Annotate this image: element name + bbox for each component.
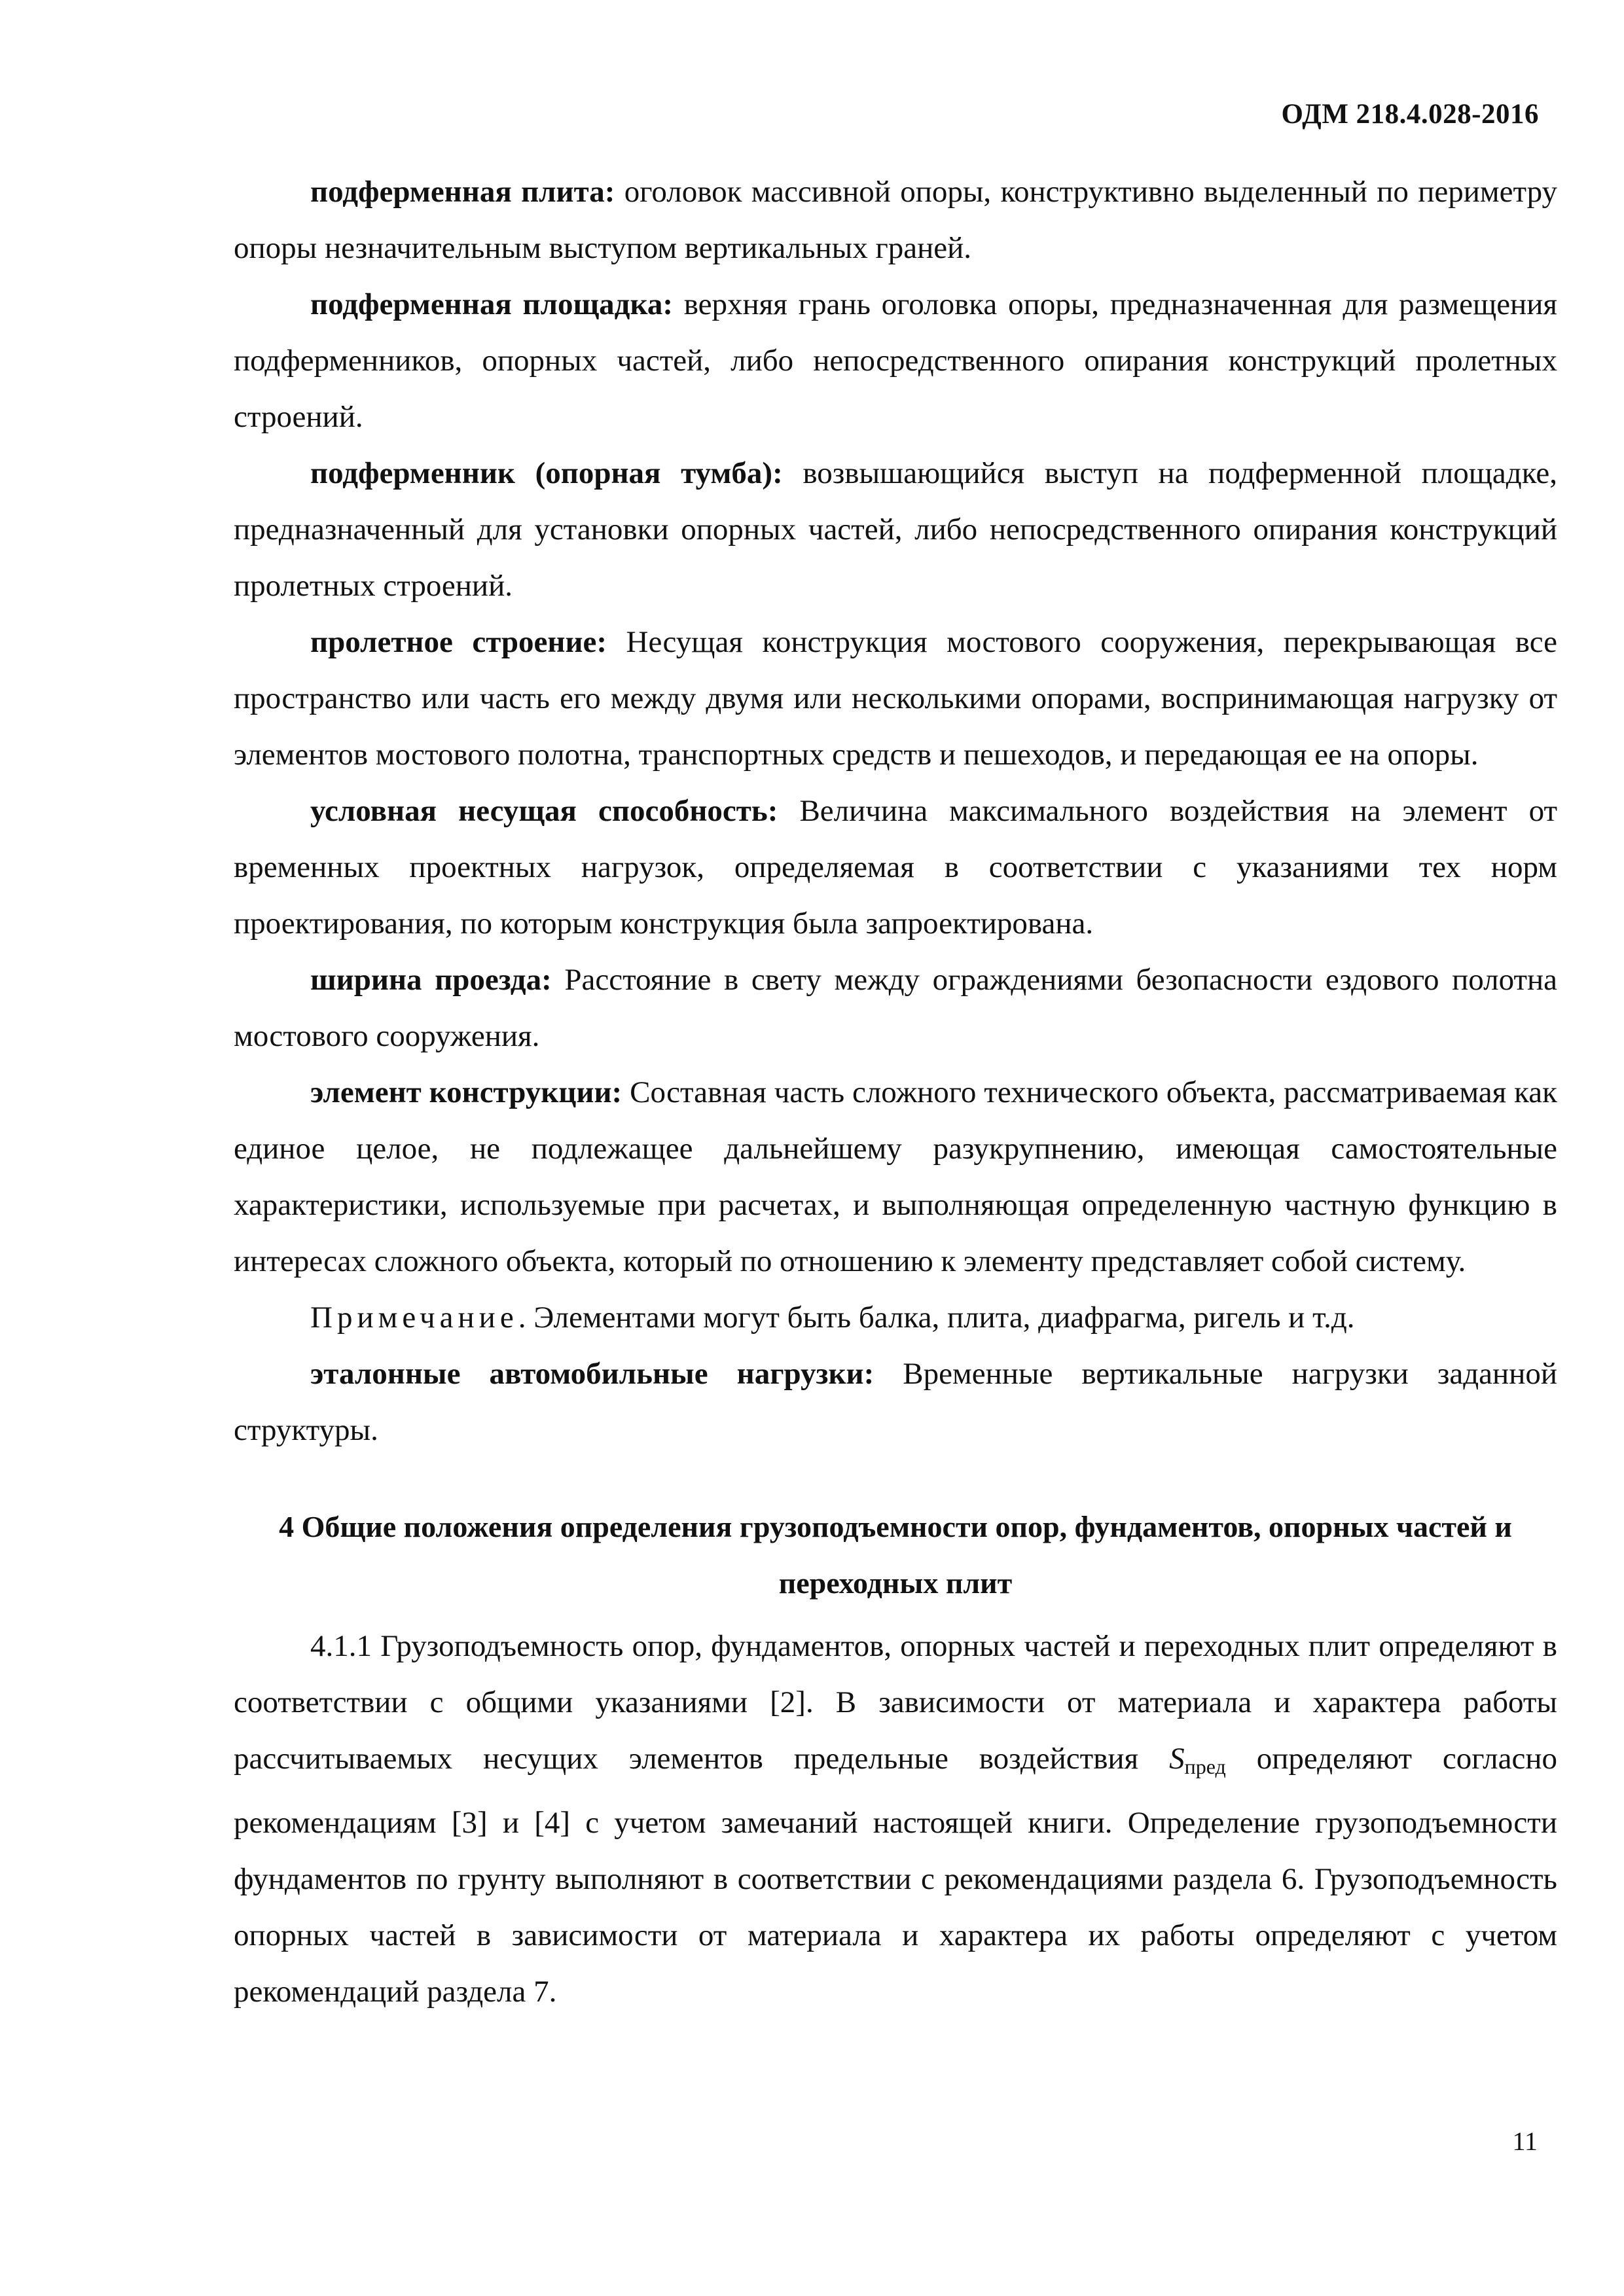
definition-paragraph [234,614,1557,783]
definition-term: элемент конструкции: [310,1075,623,1109]
definition-term: пролетное строение: [310,625,607,659]
definition-text: возвышающийся выступ на подферменной площадке, предназначенный для установки опорных частей, либо непосредственного опирания конструкций пролетных строений. [234,456,1557,603]
definition-text: Составная часть сложного технического объекта, рассматриваемая как единое целое, не подлежащее дальнейшему разукрупнению, имеющая самостоятельные характеристики, используемые при расчетах, и выполняющая определенную частную функцию в интересах сложного объекта, который по отношению к элементу представляет собой систему. [234,1075,1557,1278]
definition-text: Несущая конструкция мостового сооружения, перекрывающая все пространство или часть его между двумя или несколькими опорами, воспринимающая нагрузку от элементов мостового полотна, транспортных средств и пешеходов, и передающая ее на опоры. [234,625,1557,772]
note-text: . Элементами могут быть балка, плита, диафрагма, ригель и т.д. [518,1300,1355,1335]
definition-text: Временные вертикальные нагрузки заданной структуры. [234,1357,1557,1447]
definition-text: оголовок массивной опоры, конструктивно выделенный по периметру опоры незначительным выступом вертикальных граней. [234,175,1557,265]
note-label: Примечание [310,1300,518,1335]
definition-paragraph [234,1064,1557,1289]
note-paragraph [234,1289,1557,1346]
page-number: 11 [1512,2126,1538,2156]
definition-paragraph [234,952,1557,1064]
definition-term: подферменная плита: [310,175,615,209]
document-body [234,164,1557,2020]
definition-paragraph [234,1346,1557,1458]
section-heading: 4 Общие положения определения грузоподъемности опор, фундаментов, опорных частей и переходных плит [279,1510,1512,1600]
section-text-end: определяют согласно рекомендациям [3] и [4] с учетом замечаний настоящей книги. Определение грузоподъемности фундаментов по грунту выполняют в соответствии с рекомендациями раздела 6. Грузоподъемность опорных частей в зависимости от материала и характера их работы определяют с учетом рекомендаций раздела 7. [234,1742,1557,2009]
definition-text: верхняя грань оголовка опоры, предназначенная для размещения подферменников, опорных частей, либо непосредственного опирания конструкций пролетных строений. [234,287,1557,434]
definition-term: условная несущая способность: [310,794,778,828]
definition-text: Величина максимального воздействия на элемент от временных проектных нагрузок, определяемая в соответствии с указаниями тех норм проектирования, по которым конструкция была запроектирована. [234,794,1557,941]
definition-paragraph [234,783,1557,952]
definition-paragraph [234,445,1557,614]
definition-text: Расстояние в свету между ограждениями безопасности ездового полотна мостового сооружения. [234,963,1558,1053]
document-code: ОДМ 218.4.028-2016 [1281,99,1539,130]
section-text-start: 4.1.1 Грузоподъемность опор, фундаментов, опорных частей и переходных плит определяют в соответствии с общими указаниями [2]. В зависимости от материала и характера работы рассчитываемых несущих элементов предельные воздействия [234,1629,1557,1776]
definition-term: подферменная площадка: [310,287,673,321]
symbol-subscript: пред [1184,1755,1226,1778]
definition-paragraph [234,164,1557,276]
section-paragraph [234,1618,1557,2020]
definition-term: ширина проезда: [310,963,552,997]
definition-paragraph [234,276,1557,445]
symbol-s: S [1169,1742,1185,1776]
definition-term: эталонные автомобильные нагрузки: [310,1357,875,1391]
definition-term: подферменник (опорная тумба): [310,456,783,490]
